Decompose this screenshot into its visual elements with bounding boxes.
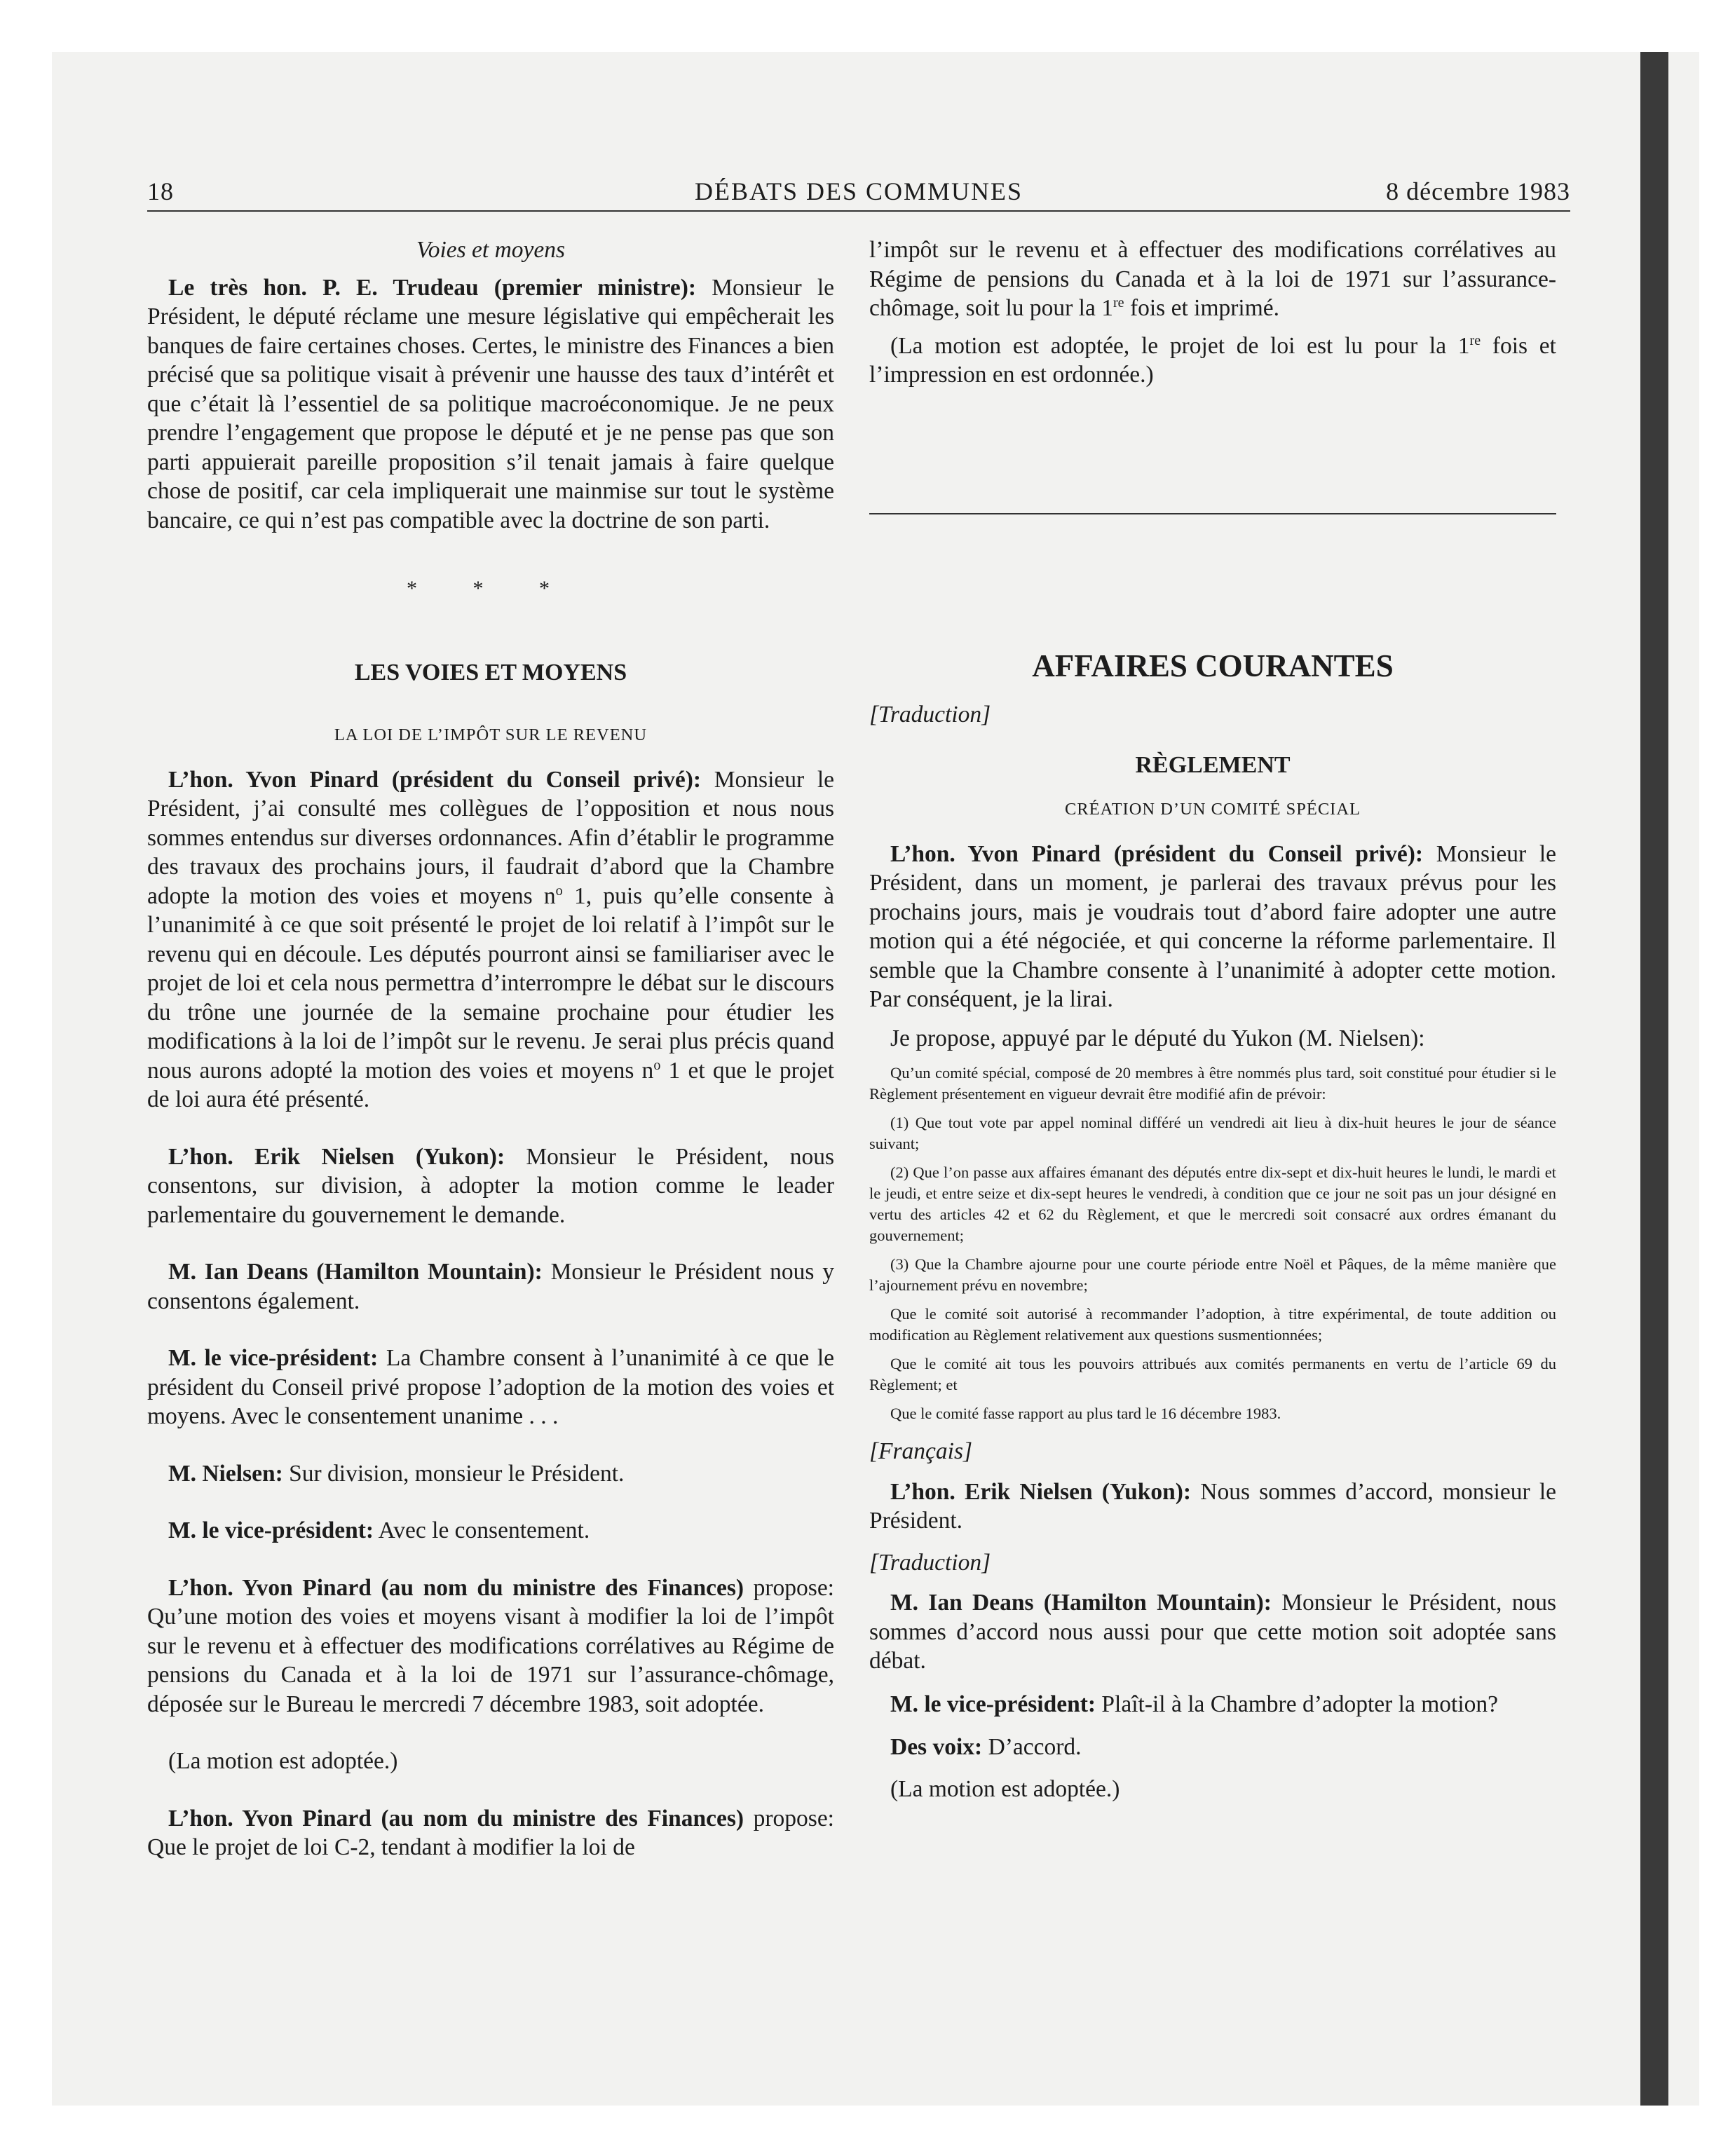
speech-text: Monsieur le Président, nous sommes d’accord nous aussi pour que cette motion soit adoptée sans débat. <box>869 1590 1556 1674</box>
speech-text: propose: Que le projet de loi C-2, tendant à modifier la loi de <box>147 1805 834 1860</box>
speech-text: propose: Qu’une motion des voies et moyens visant à modifier la loi de l’impôt sur le revenu et à effectuer des modifications corrélatives au Régime de pensions du Canada et à la loi de 1971 sur l’assurance-chômage, déposée sur le Bureau le mercredi 7 décembre 1983, soit adoptée. <box>147 1574 834 1717</box>
speaker-name: M. Ian Deans (Hamilton Mountain): <box>890 1590 1272 1616</box>
speech-deans-1 <box>147 1257 834 1316</box>
major-heading: AFFAIRES COURANTES <box>1032 648 1394 683</box>
motion-text: Que le comité fasse rapport au plus tard le 16 décembre 1983. <box>890 1405 1281 1422</box>
speech-pinard-2 <box>147 1574 834 1719</box>
right-column <box>869 236 1556 1803</box>
motion-adopted: (La motion est adoptée.) <box>890 1775 1120 1802</box>
motion-text: (1) Que tout vote par appel nominal différé un vendredi ait lieu à dix-huit heures le jour de séance suivant; <box>869 1114 1556 1152</box>
motion-adopted: (La motion est adoptée.) <box>168 1748 398 1774</box>
section-divider <box>869 513 1556 514</box>
speech-text: Monsieur le Président nous y consentons également. <box>147 1259 835 1314</box>
speaker-name: L’hon. Yvon Pinard (au nom du ministre des Finances) <box>168 1805 744 1831</box>
speech-text: Avec le consentement. <box>378 1517 590 1543</box>
section-subheading: CRÉATION D’UN COMITÉ SPÉCIAL <box>1064 800 1361 819</box>
speech-text: Monsieur le Président, le député réclame une mesure législative qui empêcherait les banques de faire certaines choses. Certes, le ministre des Finances a bien précisé que sa politique visait à prévenir une hausse des taux d’intérêt et que c’était là l’essentiel de sa politique macroéconomique. Je ne peux prendre l’engagement que propose le député et je ne pense pas que son parti appuierait pareille proposition s’il tenait jamais à faire quelque chose de positif, car cela impliquerait une mainmise sur tout le système bancaire, ce qui n’est pas compatible avec la doctrine de son parti. <box>147 274 835 533</box>
speaker-name: M. le vice-président: <box>168 1345 379 1371</box>
motion-text: Qu’un comité spécial, composé de 20 membres à être nommés plus tard, soit constitué pour étudier si le Règlement présentement en vigueur devrait être modifié afin de prévoir: <box>869 1064 1556 1103</box>
superscript: re <box>1113 294 1124 311</box>
speech-text: l’impôt sur le revenu et à effectuer des modifications corrélatives au Régime de pensions du Canada et à la loi de 1971 sur l’assurance-chômage, soit lu pour la 1 <box>869 237 1556 321</box>
translation-note: [Traduction] <box>869 702 991 728</box>
speech-text: La Chambre consent à l’unanimité à ce que le président du Conseil privé propose l’adoption de la motion des voies et moyens. Avec le consentement unanime . . . <box>147 1345 835 1429</box>
speech-nielsen-1 <box>147 1142 834 1230</box>
speech-vice-president-1 <box>147 1344 834 1431</box>
speaker-name: M. le vice-président: <box>168 1517 374 1543</box>
subject-heading: Voies et moyens <box>416 237 566 263</box>
section-separator: * * * <box>407 577 575 600</box>
speech-vice-president-2 <box>147 1516 834 1546</box>
speaker-name: L’hon. Yvon Pinard (président du Conseil privé): <box>168 766 702 793</box>
publication-title: DÉBATS DES COMMUNES <box>694 177 1023 205</box>
scan-edge-shadow <box>1640 52 1668 2106</box>
speech-text: 1, puis qu’elle consente à l’unanimité à ce que soit présenté le projet de loi relatif à l’impôt sur le revenu qui en découle. Les députés pourront ainsi se familiariser avec le projet de loi et cela nous permettra d’interrompre le débat sur le discours du trône une journée de la semaine prochaine pour étudier les modifications à la loi de l’impôt sur le revenu. Je serai plus précis quand nous aurons adopté la motion des voies et moyens n <box>147 882 834 1084</box>
speech-nielsen <box>869 1478 1556 1536</box>
speaker-name: M. le vice-président: <box>890 1691 1096 1717</box>
speaker-name: M. Nielsen: <box>168 1460 283 1487</box>
speech-trudeau <box>147 273 834 535</box>
speech-text: Sur division, monsieur le Président. <box>289 1460 625 1487</box>
speaker-name: Des voix: <box>890 1734 983 1760</box>
speech-nielsen-2 <box>147 1459 834 1489</box>
speaker-name: L’hon. Erik Nielsen (Yukon): <box>890 1478 1192 1505</box>
first-reading-adopted <box>869 332 1556 390</box>
motion-text: Que le comité ait tous les pouvoirs attribués aux comités permanents en vertu de l’article 69 du Règlement; et <box>869 1355 1556 1393</box>
speech-voices <box>869 1733 1556 1762</box>
speaker-name: L’hon. Erik Nielsen (Yukon): <box>168 1143 505 1170</box>
speaker-name: M. Ian Deans (Hamilton Mountain): <box>168 1259 543 1285</box>
language-note: [Français] <box>869 1438 973 1464</box>
speaker-name: L’hon. Yvon Pinard (président du Conseil privé): <box>890 840 1424 867</box>
speech-text: Nous sommes d’accord, monsieur le Président. <box>869 1478 1557 1534</box>
speech-text: Monsieur le Président, dans un moment, je parlerai des travaux prévus pour les prochains jours, mais je voudrais tout d’abord faire adopter une autre motion qui a été négociée, et qui concerne la réforme parlementaire. Il semble que la Chambre consente à l’unanimité à adopter cette motion. Par conséquent, je la lirai. <box>869 840 1556 1012</box>
speech-vice-president <box>869 1690 1556 1719</box>
superscript: o <box>653 1057 661 1073</box>
speech-text: fois et l’impression en est ordonnée.) <box>869 332 1556 388</box>
page-number: 18 <box>147 177 174 205</box>
superscript: o <box>555 882 563 899</box>
superscript: re <box>1469 332 1481 348</box>
speech-text: 1 et que le projet de loi aura été présenté. <box>147 1057 834 1112</box>
running-head <box>147 177 1570 212</box>
speech-text: Plaît-il à la Chambre d’adopter la motion? <box>1101 1691 1499 1717</box>
speech-pinard-1 <box>147 765 834 1114</box>
speaker-name: L’hon. Yvon Pinard (au nom du ministre des Finances) <box>168 1574 744 1601</box>
speaker-name: Le très hon. P. E. Trudeau (premier ministre): <box>168 274 697 301</box>
translation-note: [Traduction] <box>869 1549 991 1576</box>
speech-deans <box>869 1588 1556 1676</box>
section-subheading: LA LOI DE L’IMPÔT SUR LE REVENU <box>334 725 648 744</box>
sitting-date: 8 décembre 1983 <box>1386 177 1570 205</box>
section-heading: RÈGLEMENT <box>1135 751 1291 778</box>
speech-text: fois et imprimé. <box>1124 295 1280 321</box>
speech-text: Monsieur le Président, nous consentons, sur division, à adopter la motion comme le leader parlementaire du gouvernement le demande. <box>147 1143 835 1228</box>
speech-pinard <box>869 840 1556 1014</box>
motion-text: Que le comité soit autorisé à recommander l’adoption, à titre expérimental, de toute addition ou modification au Règlement relativement aux questions susmentionnées; <box>869 1305 1556 1344</box>
left-column <box>147 236 834 1862</box>
speech-text: Monsieur le Président, j’ai consulté mes collègues de l’opposition et nous nous sommes entendus sur diverses ordonnances. Afin d’établir le programme des travaux des prochains jours, il faudrait d’abord que la Chambre adopte la motion des voies et moyens n <box>147 766 834 909</box>
motion-text: (2) Que l’on passe aux affaires émanant des députés entre dix-sept et dix-huit heures le lundi, le mardi et le jeudi, et entre seize et dix-sept heures le vendredi, à condition que ce jour ne soit pas un jour désigné en vertu des articles 42 et 62 du Règlement, et que le mercredi soit consacré aux ordres émanant du gouvernement; <box>869 1164 1556 1244</box>
speech-text: D’accord. <box>988 1734 1082 1760</box>
speech-pinard-3 <box>147 1804 834 1862</box>
section-heading: LES VOIES ET MOYENS <box>354 659 627 685</box>
motion-proposal: Je propose, appuyé par le député du Yukon (M. Nielsen): <box>890 1025 1425 1051</box>
continued-motion <box>869 236 1556 323</box>
motion-text: (3) Que la Chambre ajourne pour une courte période entre Noël et Pâques, de la même manière que l’ajournement prévu en novembre; <box>869 1255 1556 1294</box>
speech-text: (La motion est adoptée, le projet de loi est lu pour la 1 <box>890 332 1470 359</box>
